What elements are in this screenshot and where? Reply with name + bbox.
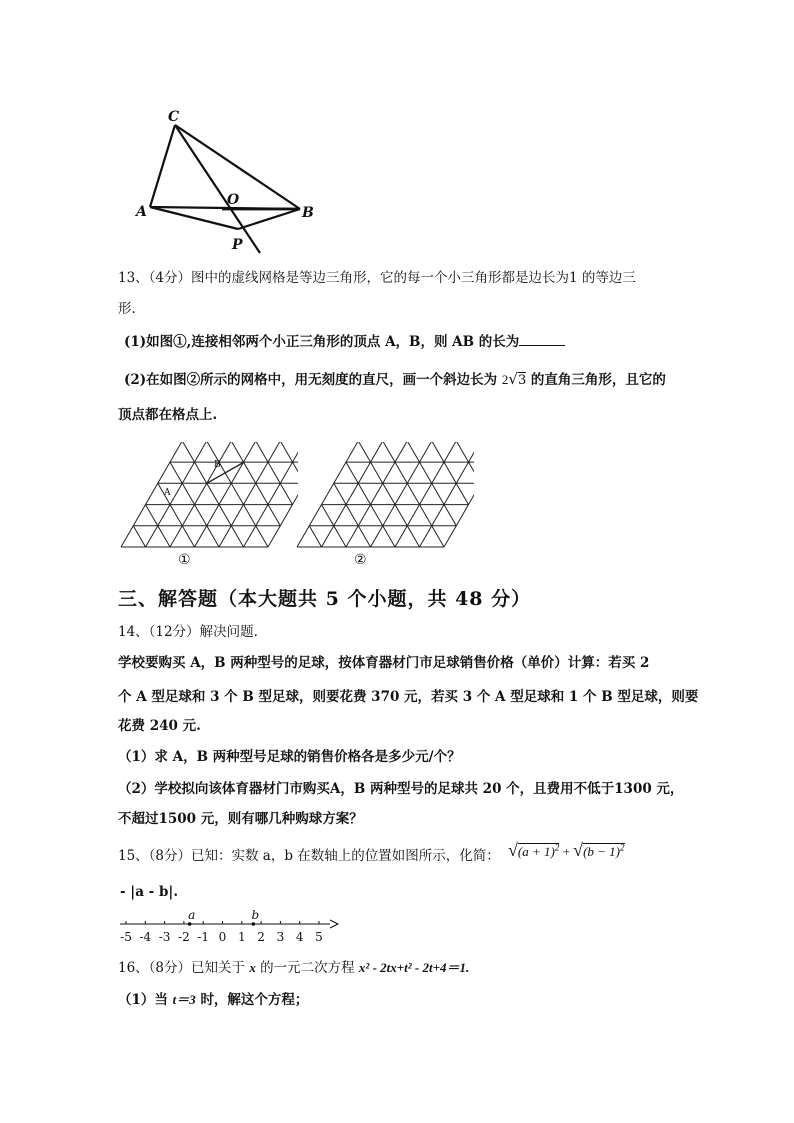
sqrt-symbol-2: √ [573, 840, 584, 860]
q14-part2a: （2）学校拟向该体育器材门市购买A，B 两种型号的足球共 20 个，且费用不低于1300 元， [118, 781, 684, 797]
q13-part1 [124, 331, 565, 352]
point-b-dot [252, 922, 256, 926]
q15-head: 15、（8分）已知：实数 a，b 在数轴上的位置如图所示，化简： [118, 848, 500, 864]
q13-part2-post: 的直角三角形，且它的 [530, 372, 666, 388]
answer-blank[interactable] [519, 331, 565, 346]
q13-part2-line2: 顶点都在格点上. [118, 407, 218, 423]
q15-expr2: $(b - 1)^2$ [583, 842, 625, 859]
q16-head-mid: 的一元二次方程 [260, 960, 355, 976]
q16-p1-pre: （1）当 [118, 992, 168, 1008]
q14-line1: 学校要购买 A，B 两种型号的足球，按体育器材门市足球销售价格（单价）计算：若买 2 [118, 655, 650, 671]
q13-line2: 形. [118, 301, 136, 317]
fig1-label: ① [178, 552, 191, 568]
grid1-point-a: A [164, 488, 171, 498]
q14-line3: 花费 240 元. [118, 718, 201, 734]
q15-expr1: $(a + 1)^2$ [517, 842, 560, 859]
number-line-arrow [330, 920, 338, 928]
q15-plus: + [562, 844, 570, 859]
point-b-label: b [251, 908, 260, 922]
triangle-grid-2 [294, 442, 474, 552]
q14-head: 14、（12分）解决问题. [118, 624, 258, 640]
q16-line1 [118, 958, 469, 978]
q13-part2-pre: (2)在如图②所示的网格中，用无刻度的直尺，画一个斜边长为 [124, 372, 498, 388]
q13-part2-coef: 2 [501, 372, 509, 387]
q14-line2: 个 A 型足球和 3 个 B 型足球，则要花费 370 元，若买 3 个 A 型足球和 1 个 B 型足球，则要 [118, 689, 699, 705]
number-line-tick-label: 4 [295, 930, 304, 944]
number-line [112, 908, 342, 946]
grid1-point-b: B [214, 460, 221, 470]
q15-line1 [118, 846, 500, 866]
number-line-tick-label: -1 [197, 930, 210, 944]
q16-p1-cond: t＝3 [172, 992, 196, 1007]
label-p: P [232, 237, 243, 253]
triangle-grid-1 [118, 442, 298, 552]
q16-part1 [118, 990, 308, 1010]
point-a-dot [188, 922, 192, 926]
label-c: C [168, 109, 180, 125]
label-a: A [136, 204, 147, 220]
number-line-tick-label: 1 [237, 930, 246, 944]
q14-part1: （1）求 A，B 两种型号足球的销售价格各是多少元/个？ [118, 749, 461, 765]
q16-var: x [249, 960, 256, 975]
q15-tail: - |a - b|. [120, 884, 179, 900]
label-o: O [227, 192, 240, 208]
point-a-label: a [188, 908, 196, 922]
q16-equation: x² - 2tx+t² - 2t+4＝1. [358, 960, 470, 975]
number-line-tick-label: 2 [257, 930, 265, 944]
number-line-tick-label: -2 [178, 930, 190, 944]
triangle-figure [130, 105, 330, 255]
q13-line1: 13、（4分）图中的虚线网格是等边三角形，它的每一个小三角形都是边长为1 的等边三 [118, 270, 636, 286]
fig2-label: ② [354, 552, 367, 568]
q13-part2-rad: 3 [517, 373, 527, 388]
number-line-tick-label: -5 [120, 930, 132, 944]
number-line-tick-label: -4 [139, 930, 152, 944]
sqrt-symbol-1: √ [508, 840, 518, 860]
q14-part2b: 不超过1500 元，则有哪几种购球方案？ [118, 811, 363, 827]
sqrt-symbol: √ [508, 370, 518, 388]
q16-head-pre: 16、（8分）已知关于 [118, 960, 246, 976]
q13-part2 [124, 369, 666, 391]
q15-expression [508, 840, 625, 861]
number-line-tick-label: 3 [276, 930, 285, 944]
number-line-tick-label: 0 [218, 930, 227, 944]
q13-part1-text: (1)如图①,连接相邻两个小正三角形的顶点 A，B，则 AB 的长为 [124, 334, 520, 350]
section-3-title: 三、解答题（本大题共 5 个小题，共 48 分） [118, 588, 532, 610]
label-b: B [302, 205, 314, 221]
number-line-tick-label: -3 [158, 930, 171, 944]
q16-p1-post: 时，解这个方程； [200, 992, 309, 1008]
number-line-tick-label: 5 [315, 930, 323, 944]
